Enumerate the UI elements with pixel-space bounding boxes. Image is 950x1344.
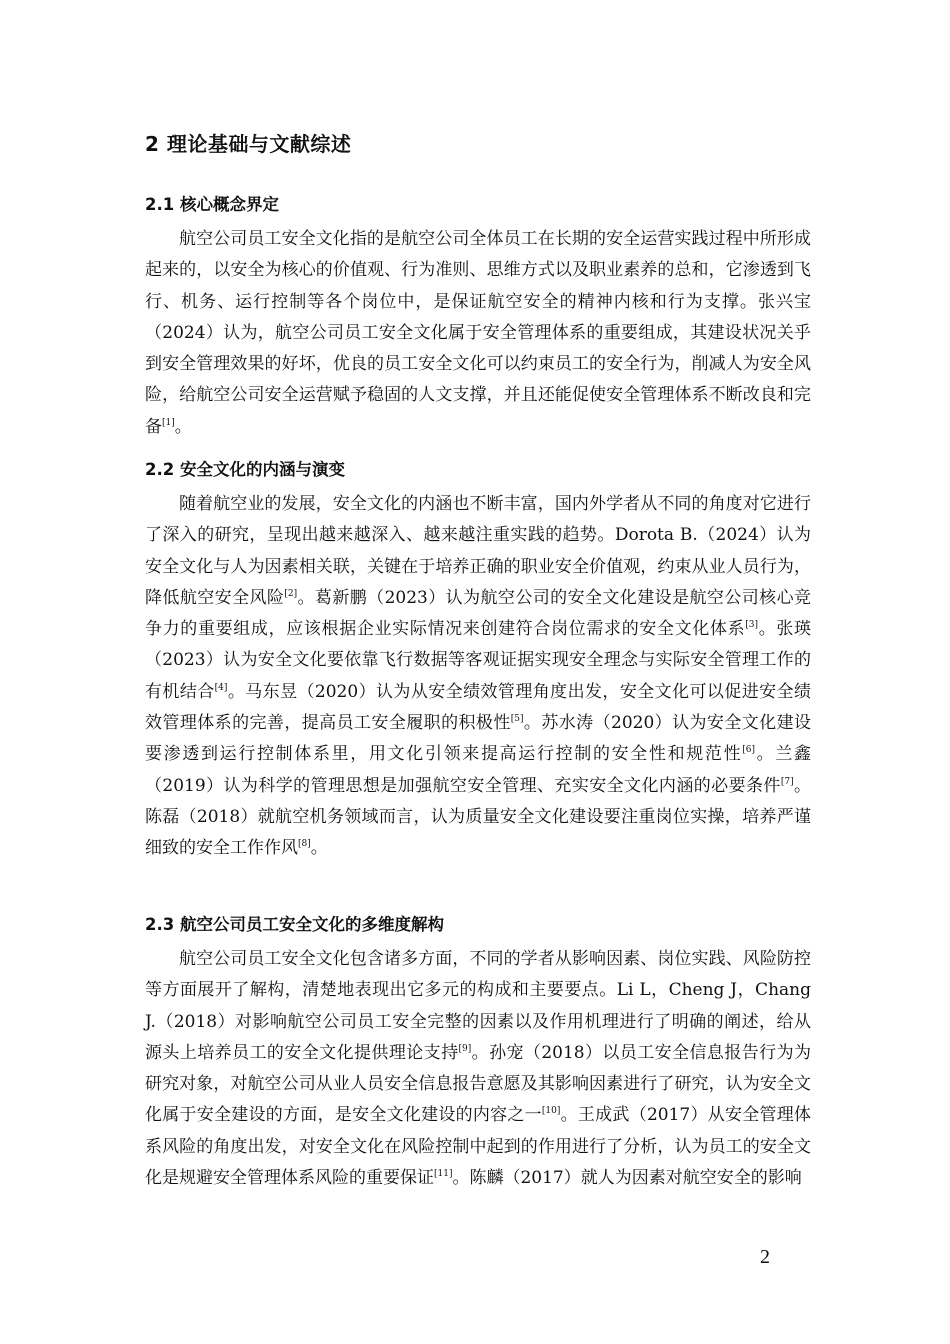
citation-marker: [6] <box>742 745 756 756</box>
citation-marker: [7] <box>780 776 794 787</box>
paragraph-text: 。王成武（2017）从安全管理体系风险的角度出发，对安全文化在风险控制中起到的作用进行了分析，认为员工的安全文化是规避安全管理体系风险的重要保证 <box>145 1105 812 1189</box>
citation-marker: [4] <box>214 682 228 693</box>
paragraph-text: 。陈磊（2018）就航空机务领域而言，认为质量安全文化建设要注重岗位实操，培养严谨细致的安全工作作风 <box>145 775 812 859</box>
citation-marker: [9] <box>458 1043 472 1054</box>
paragraph-text: 。马东昱（2020）认为从安全绩效管理角度出发，安全文化可以促进安全绩效管理体系的完善，提高员工安全履职的积极性 <box>145 681 812 734</box>
citation-marker: [5] <box>510 714 524 725</box>
page-number: 2 <box>760 1246 770 1268</box>
paragraph-text: 随着航空业的发展，安全文化的内涵也不断丰富，国内外学者从不同的角度对它进行了深入的研究，呈现出越来越深入、越来越注重实践的趋势。Dorota B.（2024）认为安全文化与人为因素相关联，关键在于培养正确的职业安全价值观，约束从业人员行为，降低航空安全风险 <box>145 494 811 608</box>
paragraph-text: 。张瑛（2023）认为安全文化要依靠飞行数据等客观证据实现安全理念与实际安全管理工作的有机结合 <box>145 619 812 702</box>
paragraph-text: 。苏水涛（2020）认为安全文化建设要渗透到运行控制体系里，用文化引领来提高运行控制的安全性和规范性 <box>145 713 812 765</box>
section-paragraph <box>145 944 811 1194</box>
citation-marker: [3] <box>745 620 759 631</box>
citation-marker: [1] <box>162 417 175 428</box>
citation-marker: [10] <box>541 1106 561 1117</box>
section-2-1 <box>145 190 811 443</box>
paragraph-text: 。兰鑫（2019）认为科学的管理思想是加强航空安全管理、充实安全文化内涵的必要条件 <box>145 744 812 796</box>
paragraph-text: 。葛新鹏（2023）认为航空公司的安全文化建设是航空公司核心竞争力的重要组成，应该根据企业实际情况来创建符合岗位需求的安全文化体系 <box>145 587 812 640</box>
paragraph-text: 。孙宠（2018）以员工安全信息报告行为为研究对象，对航空公司从业人员安全信息报告意愿及其影响因素进行了研究，认为安全文化属于安全建设的方面，是安全文化建设的内容之一 <box>145 1042 812 1126</box>
citation-marker: [2] <box>284 588 298 599</box>
section-heading: 2.2 安全文化的内涵与演变 <box>145 460 345 479</box>
section-heading: 2.3 航空公司员工安全文化的多维度解构 <box>145 915 444 934</box>
section-heading: 2.1 核心概念界定 <box>145 195 279 214</box>
paragraph-text: 航空公司员工安全文化包含诸多方面，不同的学者从影响因素、岗位实践、风险防控等方面展开了解构，清楚地表现出它多元的构成和主要要点。Li L，Cheng J，Chang J.（2018）对影响航空公司员工安全完整的因素以及作用机理进行了明确的阐述，给从源头上培养员工的安全文化提供理论支持 <box>145 949 811 1063</box>
paragraph-text: 。 <box>174 416 192 437</box>
section-2-2 <box>145 455 811 865</box>
paragraph-text: 航空公司员工安全文化指的是航空公司全体员工在长期的安全运营实践过程中所形成起来的，以安全为核心的价值观、行为准则、思维方式以及职业素养的总和，它渗透到飞行、机务、运行控制等各个岗位中，是保证航空安全的精神内核和行为支撑。张兴宝（2024）认为，航空公司员工安全文化属于安全管理体系的重要组成，其建设状况关乎到安全管理效果的好坏，优良的员工安全文化可以约束员工的安全行为，削减人为安全风险，给航空公司安全运营赋予稳固的人文支撑，并且还能促使安全管理体系不断改良和完备 <box>145 229 811 437</box>
section-paragraph <box>145 489 811 865</box>
citation-marker: [8] <box>298 839 311 850</box>
section-2-3 <box>145 910 811 1194</box>
section-paragraph <box>145 224 811 443</box>
chapter-title: 2 理论基础与文献综述 <box>145 132 352 156</box>
citation-marker: [11] <box>434 1169 453 1180</box>
paragraph-text: 。陈麟（2017）就人为因素对航空安全的影响 <box>452 1168 802 1189</box>
paragraph-text: 。 <box>310 838 328 859</box>
